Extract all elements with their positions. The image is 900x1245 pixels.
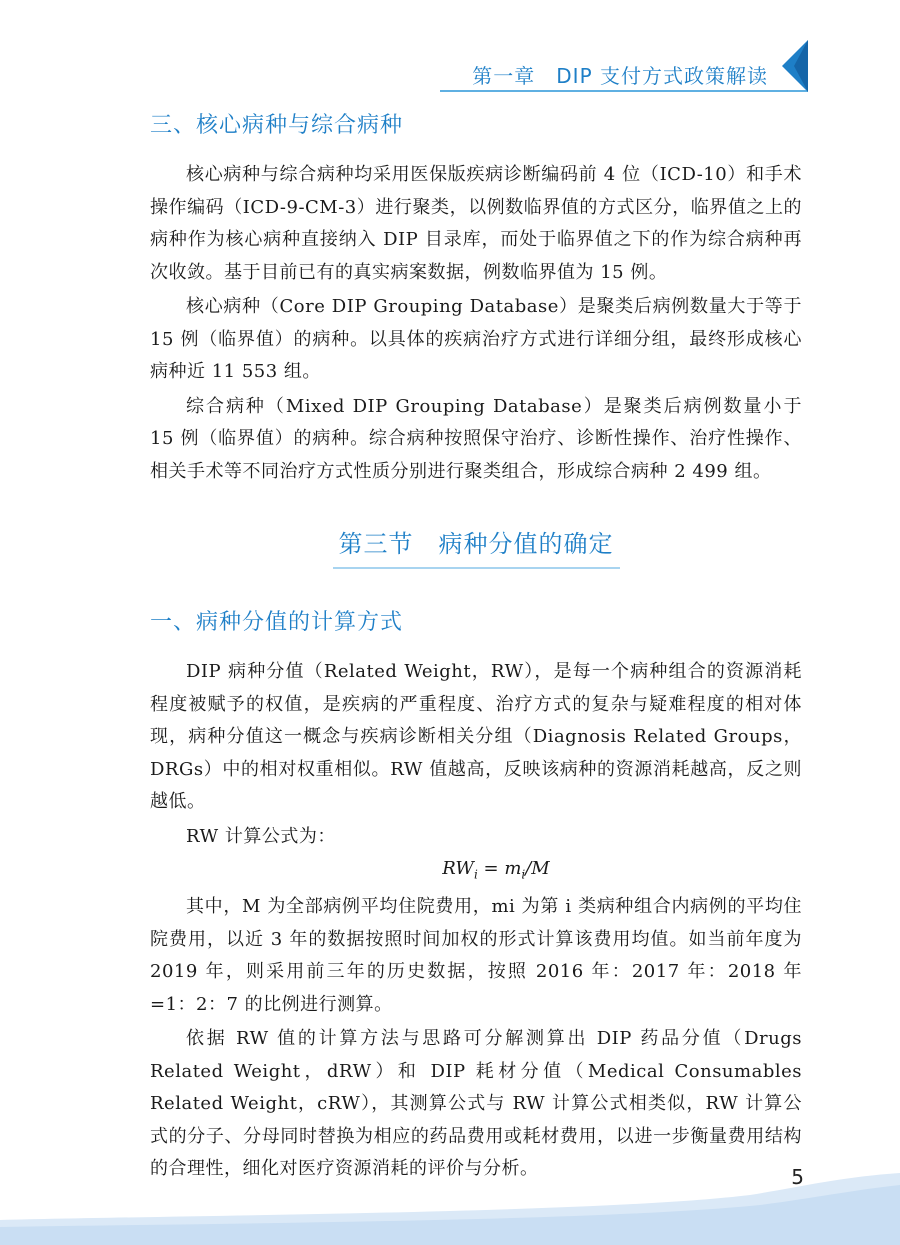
page-number: 5 xyxy=(791,1165,804,1189)
paragraph: DIP 病种分值（Related Weight，RW），是每一个病种组合的资源消耗程度被赋予的权值，是疾病的严重程度、治疗方式的复杂与疑难程度的相对体现，病种分值这一概念与疾病诊断相关分组（Diagnosis Related Groups，DRGs）中的相对权重相似。RW 值越高，反映该病种的资源消耗越高，反之则越低。 xyxy=(150,661,802,812)
page-header xyxy=(0,40,900,90)
paragraph: 其中，M 为全部病例平均住院费用，mi 为第 i 类病种组合内病例的平均住院费用，以近 3 年的数据按照时间加权的形式计算该费用均值。如当前年度为 2019 年，则采用前三年的历史数据，按照 2016 年：2017 年：2018 年 =1：2：7 的比例进行测算。 xyxy=(150,896,802,1015)
chapter-title: 第一章 DIP 支付方式政策解读 xyxy=(472,64,768,88)
paragraph: 核心病种（Core DIP Grouping Database）是聚类后病例数量大于等于 15 例（临界值）的病种。以具体的疾病治疗方式进行详细分组，最终形成核心病种近 11 553 组。 xyxy=(150,296,802,382)
paragraph: 综合病种（Mixed DIP Grouping Database）是聚类后病例数量小于 15 例（临界值）的病种。综合病种按照保守治疗、诊断性操作、治疗性操作、相关手术等不同治疗方式性质分别进行聚类组合，形成综合病种 2 499 组。 xyxy=(150,395,802,482)
subsection-heading-weight: 一、病种分值的计算方式 xyxy=(150,610,404,635)
footer-wave-band xyxy=(0,1165,900,1245)
paragraph: 依据 RW 值的计算方法与思路可分解测算出 DIP 药品分值（Drugs Related Weight，dRW）和 DIP 耗材分值（Medical Consumables Related Weight，cRW），其测算公式与 RW 计算公式相类似，RW 计算公式的分子、分母同时替换为相应的药品费用或耗材费用，以进一步衡量费用结构的合理性，细化对医疗资源消耗的评价与分析。 xyxy=(150,1028,802,1180)
header-rule xyxy=(440,90,808,92)
paragraph: 核心病种与综合病种均采用医保版疾病诊断编码前 4 位（ICD-10）和手术操作编码（ICD-9-CM-3）进行聚类，以例数临界值的方式区分，临界值之上的病种作为核心病种直接纳入 DIP 目录库，而处于临界值之下的作为综合病种再次收敛。基于目前已有的真实病案数据，例数临界值为 15 例。 xyxy=(150,164,802,283)
page-body xyxy=(150,108,802,1186)
section-title xyxy=(150,524,802,569)
section-title-text: 第三节 病种分值的确定 xyxy=(333,524,620,569)
header-tab-icon xyxy=(782,40,808,92)
subsection-heading-core: 三、核心病种与综合病种 xyxy=(150,113,404,138)
rw-formula: $RW_i = m_i/M$ xyxy=(442,858,550,882)
paragraph: RW 计算公式为： xyxy=(186,825,336,847)
